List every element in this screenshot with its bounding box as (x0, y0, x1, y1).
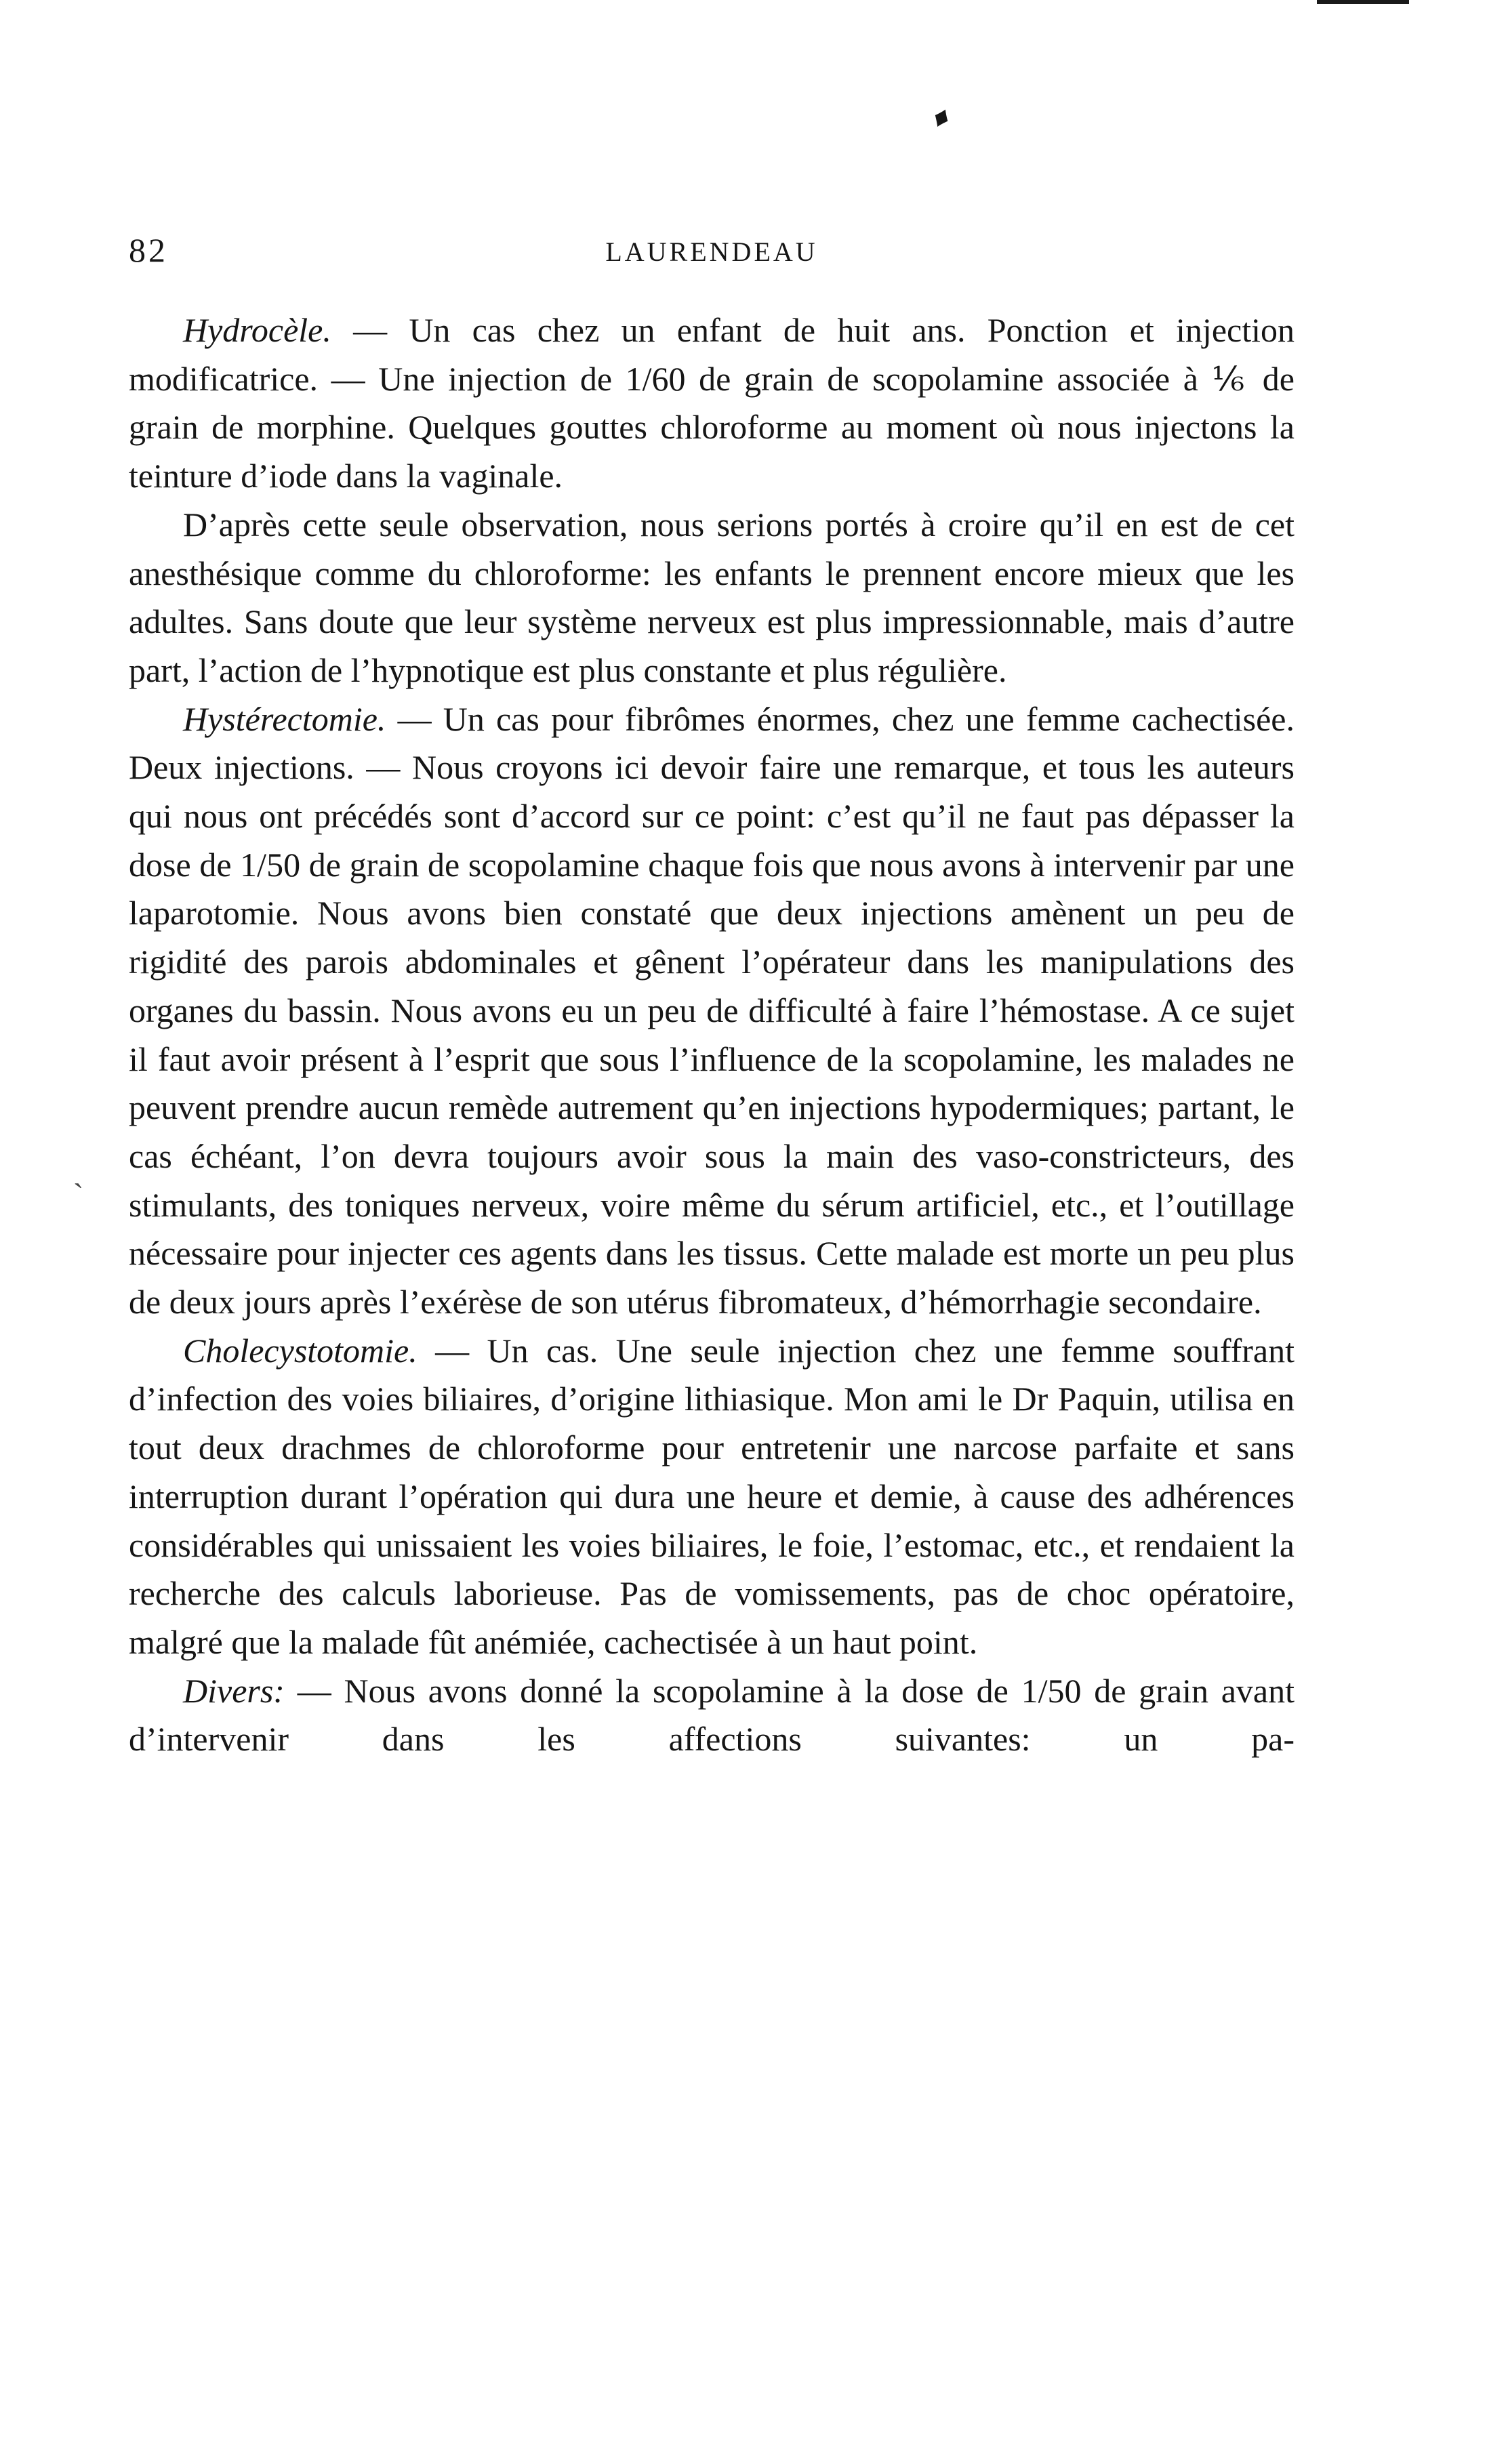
paragraph-text: — Un cas. Une seule injection chez une femme souffrant d’infection des voies biliaires, d’origine lithiasique. Mon ami le Dr Paquin, utilisa en tout deux drachmes de chloroforme pour entretenir une narcose parfaite et sans interruption durant l’opération qui dura une heure et demie, à cause des adhérences considérables qui unissaient les voies biliaires, le foie, l’estomac, etc., et rendaient la recherche des calculs laborieuse. Pas de vomissements, pas de choc opératoire, malgré que la malade fût anémiée, cachectisée à un haut point. (129, 1331, 1295, 1661)
section-term: Hydrocèle. (183, 311, 331, 349)
paragraph-text: — Nous avons donné la scopolamine à la dose de 1/50 de grain avant d’intervenir dans les affections suivantes: un pa- (129, 1671, 1295, 1759)
paragraph-text: D’après cette seule observation, nous serions portés à croire qu’il en est de cet anesthésique comme du chloroforme: les enfants le prennent encore mieux que les adultes. Sans doute que leur système nerveux est plus impressionnable, mais d’autre part, l’action de l’hypnotique est plus constante et plus régulière. (129, 505, 1295, 689)
paragraph-divers (129, 1667, 1295, 1764)
body-text (129, 306, 1295, 1764)
running-head: LAURENDEAU (605, 237, 818, 267)
section-term: Hystérectomie. (183, 699, 386, 738)
margin-tick-mark: ` (73, 1177, 84, 1212)
paragraph-hysterectomie (129, 695, 1295, 1327)
paragraph-cholecystotomie (129, 1327, 1295, 1667)
paragraph-observation (129, 501, 1295, 695)
section-term: Cholecystotomie. (183, 1331, 417, 1370)
paragraph-text: — Un cas pour fibrômes énormes, chez une femme cachectisée. Deux injections. — Nous croyons ici devoir faire une remarque, et tous les auteurs qui nous ont précédés sont d’accord sur ce point: c’est qu’il ne faut pas dépasser la dose de 1/50 de grain de scopolamine chaque fois que nous avons à intervenir par une laparotomie. Nous avons bien constaté que deux injections amènent un peu de rigidité des parois abdominales et gênent l’opérateur dans les manipulations des organes du bassin. Nous avons eu un peu de difficulté à faire l’hémostase. A ce sujet il faut avoir présent à l’esprit que sous l’influence de la scopolamine, les malades ne peuvent prendre aucun remède autrement qu’en injections hypodermiques; partant, le cas échéant, l’on devra toujours avoir sous la main des vaso-constricteurs, des stimulants, des toniques nerveux, voire même du sérum artificiel, etc., et l’outillage nécessaire pour injecter ces agents dans les tissus. Cette malade est morte un peu plus de deux jours après l’exérèse de son utérus fibromateux, d’hémorrhagie secondaire. (129, 699, 1295, 1321)
section-term: Divers: (183, 1671, 285, 1710)
paragraph-text: — Un cas chez un enfant de huit ans. Ponction et injection modificatrice. — Une injection de 1/60 de grain de scopolamine associée à ⅙ de grain de morphine. Quelques gouttes chloroforme au moment où nous injectons la teinture d’iode dans la vaginale. (129, 311, 1295, 495)
ink-blot-mark: ♦ (927, 98, 957, 136)
page-header (129, 230, 1295, 285)
paragraph-hydrocele (129, 306, 1295, 501)
page-number: 82 (129, 231, 168, 269)
scan-edge-mark (1317, 0, 1409, 4)
